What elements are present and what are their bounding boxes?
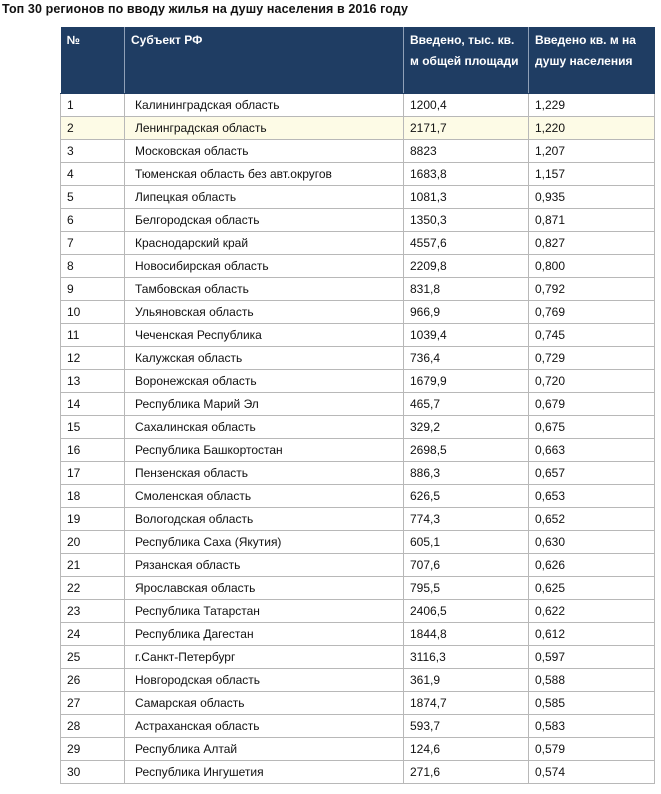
cell-region: Московская область [125, 139, 404, 162]
cell-num: 12 [61, 346, 125, 369]
cell-volume: 2406,5 [404, 599, 529, 622]
regions-table [60, 27, 655, 784]
cell-volume: 1350,3 [404, 208, 529, 231]
cell-num: 15 [61, 415, 125, 438]
cell-per-capita: 0,935 [529, 185, 655, 208]
table-row [61, 553, 655, 576]
cell-num: 14 [61, 392, 125, 415]
cell-num: 17 [61, 461, 125, 484]
table-row [61, 185, 655, 208]
cell-per-capita: 0,585 [529, 691, 655, 714]
table-row [61, 645, 655, 668]
cell-per-capita: 0,622 [529, 599, 655, 622]
cell-per-capita: 0,675 [529, 415, 655, 438]
cell-volume: 124,6 [404, 737, 529, 760]
cell-num: 25 [61, 645, 125, 668]
table-row [61, 208, 655, 231]
table-row [61, 461, 655, 484]
table-row [61, 231, 655, 254]
cell-volume: 1200,4 [404, 93, 529, 116]
cell-volume: 8823 [404, 139, 529, 162]
cell-volume: 1679,9 [404, 369, 529, 392]
cell-per-capita: 0,583 [529, 714, 655, 737]
table-row [61, 599, 655, 622]
cell-num: 1 [61, 93, 125, 116]
cell-per-capita: 0,800 [529, 254, 655, 277]
cell-volume: 2171,7 [404, 116, 529, 139]
cell-per-capita: 0,720 [529, 369, 655, 392]
cell-region: Сахалинская область [125, 415, 404, 438]
cell-volume: 2698,5 [404, 438, 529, 461]
cell-per-capita: 0,663 [529, 438, 655, 461]
cell-region: Вологодская область [125, 507, 404, 530]
table-row [61, 760, 655, 783]
cell-num: 10 [61, 300, 125, 323]
cell-num: 30 [61, 760, 125, 783]
table-row [61, 507, 655, 530]
table-row [61, 668, 655, 691]
table-row [61, 300, 655, 323]
cell-num: 9 [61, 277, 125, 300]
cell-num: 6 [61, 208, 125, 231]
cell-region: Тюменская область без авт.округов [125, 162, 404, 185]
page-title: Топ 30 регионов по вводу жилья на душу населения в 2016 году [2, 2, 409, 16]
table-row [61, 369, 655, 392]
cell-num: 19 [61, 507, 125, 530]
cell-num: 4 [61, 162, 125, 185]
table-row [61, 530, 655, 553]
table-row [61, 484, 655, 507]
cell-region: Новгородская область [125, 668, 404, 691]
table-row [61, 323, 655, 346]
cell-region: Рязанская область [125, 553, 404, 576]
cell-region: Республика Марий Эл [125, 392, 404, 415]
cell-num: 26 [61, 668, 125, 691]
cell-region: Смоленская область [125, 484, 404, 507]
table-row [61, 438, 655, 461]
table-row [61, 346, 655, 369]
header-volume: Введено, тыс. кв. м общей площади [404, 27, 529, 93]
cell-num: 8 [61, 254, 125, 277]
table-row [61, 714, 655, 737]
cell-num: 27 [61, 691, 125, 714]
cell-per-capita: 0,574 [529, 760, 655, 783]
table-row [61, 392, 655, 415]
table-row [61, 162, 655, 185]
cell-region: г.Санкт-Петербург [125, 645, 404, 668]
cell-per-capita: 0,597 [529, 645, 655, 668]
table-row [61, 277, 655, 300]
cell-num: 28 [61, 714, 125, 737]
table-row [61, 116, 655, 139]
cell-per-capita: 1,157 [529, 162, 655, 185]
table-row [61, 691, 655, 714]
cell-region: Республика Башкортостан [125, 438, 404, 461]
cell-per-capita: 0,630 [529, 530, 655, 553]
header-per-capita: Введено кв. м на душу населения [529, 27, 655, 93]
cell-volume: 795,5 [404, 576, 529, 599]
cell-per-capita: 0,792 [529, 277, 655, 300]
cell-region: Самарская область [125, 691, 404, 714]
cell-per-capita: 1,220 [529, 116, 655, 139]
cell-per-capita: 1,229 [529, 93, 655, 116]
cell-volume: 593,7 [404, 714, 529, 737]
cell-volume: 707,6 [404, 553, 529, 576]
cell-region: Чеченская Республика [125, 323, 404, 346]
table-row [61, 576, 655, 599]
header-num: № [61, 27, 125, 93]
cell-region: Краснодарский край [125, 231, 404, 254]
cell-volume: 605,1 [404, 530, 529, 553]
cell-volume: 966,9 [404, 300, 529, 323]
cell-per-capita: 1,207 [529, 139, 655, 162]
cell-num: 18 [61, 484, 125, 507]
cell-per-capita: 0,657 [529, 461, 655, 484]
cell-num: 20 [61, 530, 125, 553]
cell-region: Республика Алтай [125, 737, 404, 760]
cell-per-capita: 0,626 [529, 553, 655, 576]
cell-region: Республика Дагестан [125, 622, 404, 645]
cell-volume: 3116,3 [404, 645, 529, 668]
header-region: Субъект РФ [125, 27, 404, 93]
cell-num: 23 [61, 599, 125, 622]
cell-num: 5 [61, 185, 125, 208]
cell-region: Липецкая область [125, 185, 404, 208]
cell-volume: 774,3 [404, 507, 529, 530]
cell-per-capita: 0,579 [529, 737, 655, 760]
cell-region: Воронежская область [125, 369, 404, 392]
cell-region: Ленинградская область [125, 116, 404, 139]
cell-per-capita: 0,612 [529, 622, 655, 645]
cell-num: 24 [61, 622, 125, 645]
cell-per-capita: 0,653 [529, 484, 655, 507]
cell-volume: 1039,4 [404, 323, 529, 346]
table-row [61, 139, 655, 162]
cell-num: 7 [61, 231, 125, 254]
table-row [61, 737, 655, 760]
cell-num: 13 [61, 369, 125, 392]
cell-volume: 271,6 [404, 760, 529, 783]
cell-per-capita: 0,652 [529, 507, 655, 530]
cell-num: 11 [61, 323, 125, 346]
cell-volume: 831,8 [404, 277, 529, 300]
cell-region: Республика Ингушетия [125, 760, 404, 783]
cell-region: Белгородская область [125, 208, 404, 231]
cell-volume: 2209,8 [404, 254, 529, 277]
cell-region: Тамбовская область [125, 277, 404, 300]
table-row [61, 93, 655, 116]
cell-volume: 361,9 [404, 668, 529, 691]
cell-num: 3 [61, 139, 125, 162]
cell-volume: 1874,7 [404, 691, 529, 714]
cell-region: Пензенская область [125, 461, 404, 484]
cell-per-capita: 0,625 [529, 576, 655, 599]
cell-volume: 736,4 [404, 346, 529, 369]
cell-region: Ульяновская область [125, 300, 404, 323]
cell-volume: 1844,8 [404, 622, 529, 645]
cell-per-capita: 0,679 [529, 392, 655, 415]
cell-volume: 626,5 [404, 484, 529, 507]
cell-region: Астраханская область [125, 714, 404, 737]
table-row [61, 415, 655, 438]
cell-region: Новосибирская область [125, 254, 404, 277]
cell-num: 22 [61, 576, 125, 599]
cell-region: Республика Саха (Якутия) [125, 530, 404, 553]
cell-region: Калужская область [125, 346, 404, 369]
cell-region: Калининградская область [125, 93, 404, 116]
table-row [61, 622, 655, 645]
cell-num: 21 [61, 553, 125, 576]
cell-volume: 886,3 [404, 461, 529, 484]
cell-volume: 465,7 [404, 392, 529, 415]
cell-per-capita: 0,769 [529, 300, 655, 323]
cell-region: Ярославская область [125, 576, 404, 599]
cell-num: 16 [61, 438, 125, 461]
cell-per-capita: 0,827 [529, 231, 655, 254]
cell-num: 2 [61, 116, 125, 139]
table-body [61, 93, 655, 783]
cell-volume: 4557,6 [404, 231, 529, 254]
cell-num: 29 [61, 737, 125, 760]
cell-per-capita: 0,729 [529, 346, 655, 369]
cell-volume: 1683,8 [404, 162, 529, 185]
table-row [61, 254, 655, 277]
cell-per-capita: 0,745 [529, 323, 655, 346]
table-header-row [61, 27, 655, 93]
cell-per-capita: 0,588 [529, 668, 655, 691]
cell-region: Республика Татарстан [125, 599, 404, 622]
cell-volume: 329,2 [404, 415, 529, 438]
cell-volume: 1081,3 [404, 185, 529, 208]
cell-per-capita: 0,871 [529, 208, 655, 231]
